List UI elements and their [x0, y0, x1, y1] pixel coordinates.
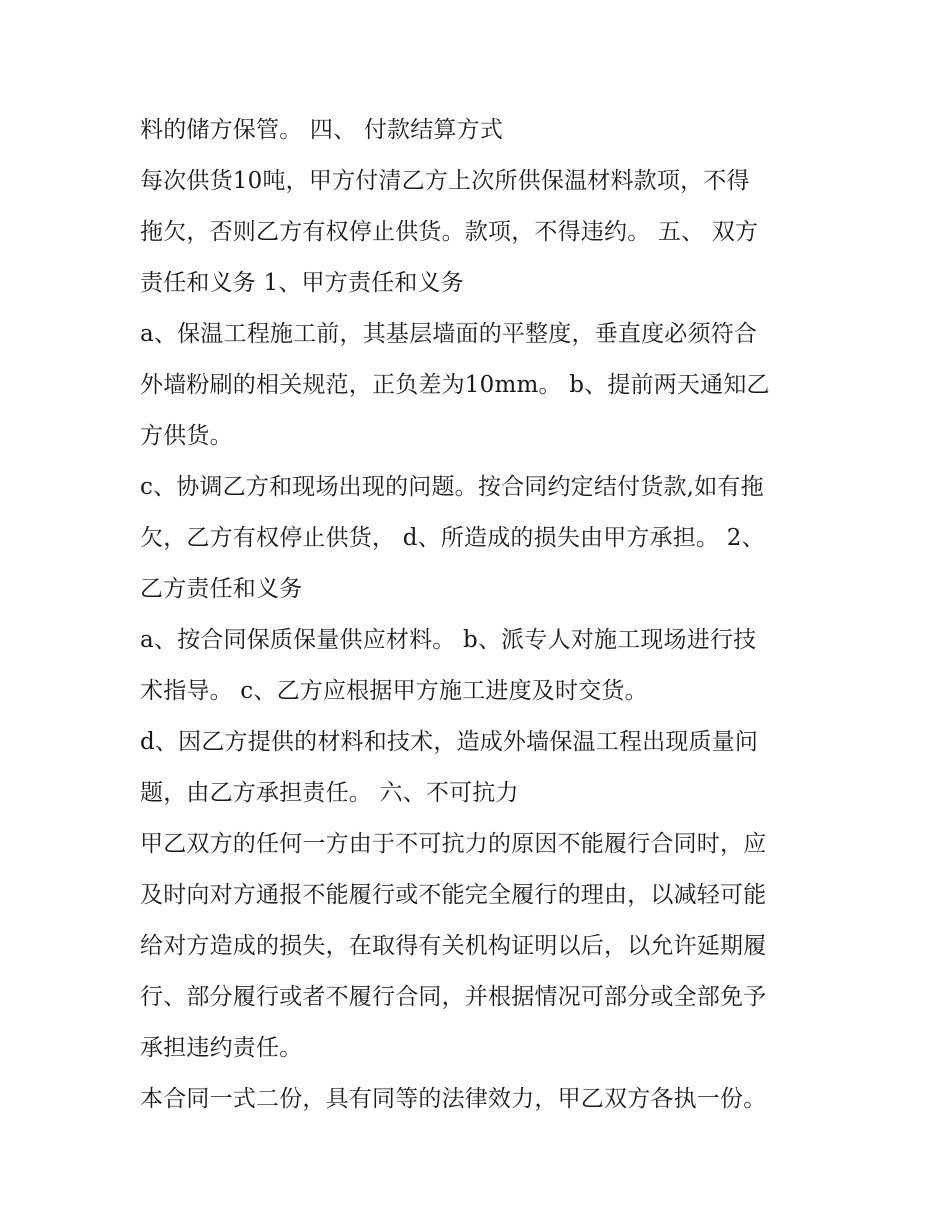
text-line: 甲乙双方的任何一方由于不可抗力的原因不能履行合同时，应: [140, 831, 767, 857]
text-line: a、按合同保质保量供应材料。 b、派专人对施工现场进行技: [140, 627, 757, 653]
text-line: 给对方造成的损失，在取得有关机构证明以后，以允许延期履: [140, 933, 767, 959]
text-line: 拖欠，否则乙方有权停止供货。款项，不得违约。 五、 双方: [140, 219, 759, 245]
text-line: 题，由乙方承担责任。 六、不可抗力: [140, 780, 519, 806]
text-line: 乙方责任和义务: [140, 576, 303, 602]
text-line: c、协调乙方和现场出现的问题。按合同约定结付货款,如有拖: [140, 474, 764, 500]
text-line: 外墙粉刷的相关规范，正负差为10mm。 b、提前两天通知乙: [140, 372, 770, 398]
text-line: 及时向对方通报不能履行或不能完全履行的理由，以减轻可能: [140, 882, 767, 908]
text-line: 料的储方保管。 四、 付款结算方式: [140, 117, 504, 143]
text-line: 方供货。: [140, 423, 233, 449]
text-line: 行、部分履行或者不履行合同，并根据情况可部分或全部免予: [140, 984, 767, 1010]
text-line: 责任和义务 1、甲方责任和义务: [140, 270, 464, 296]
text-line: 本合同一式二份，具有同等的法律效力，甲乙双方各执一份。: [140, 1086, 767, 1112]
text-line: 承担违约责任。: [140, 1035, 303, 1061]
text-line: 欠，乙方有权停止供货， d、所造成的损失由甲方承担。 2、: [140, 525, 765, 551]
text-line: d、因乙方提供的材料和技术，造成外墙保温工程出现质量问: [140, 729, 759, 755]
text-line: a、保温工程施工前，其基层墙面的平整度，垂直度必须符合: [140, 321, 758, 347]
text-line: 每次供货10吨，甲方付清乙方上次所供保温材料款项，不得: [140, 168, 750, 194]
text-line: 术指导。 c、乙方应根据甲方施工进度及时交货。: [140, 678, 648, 704]
